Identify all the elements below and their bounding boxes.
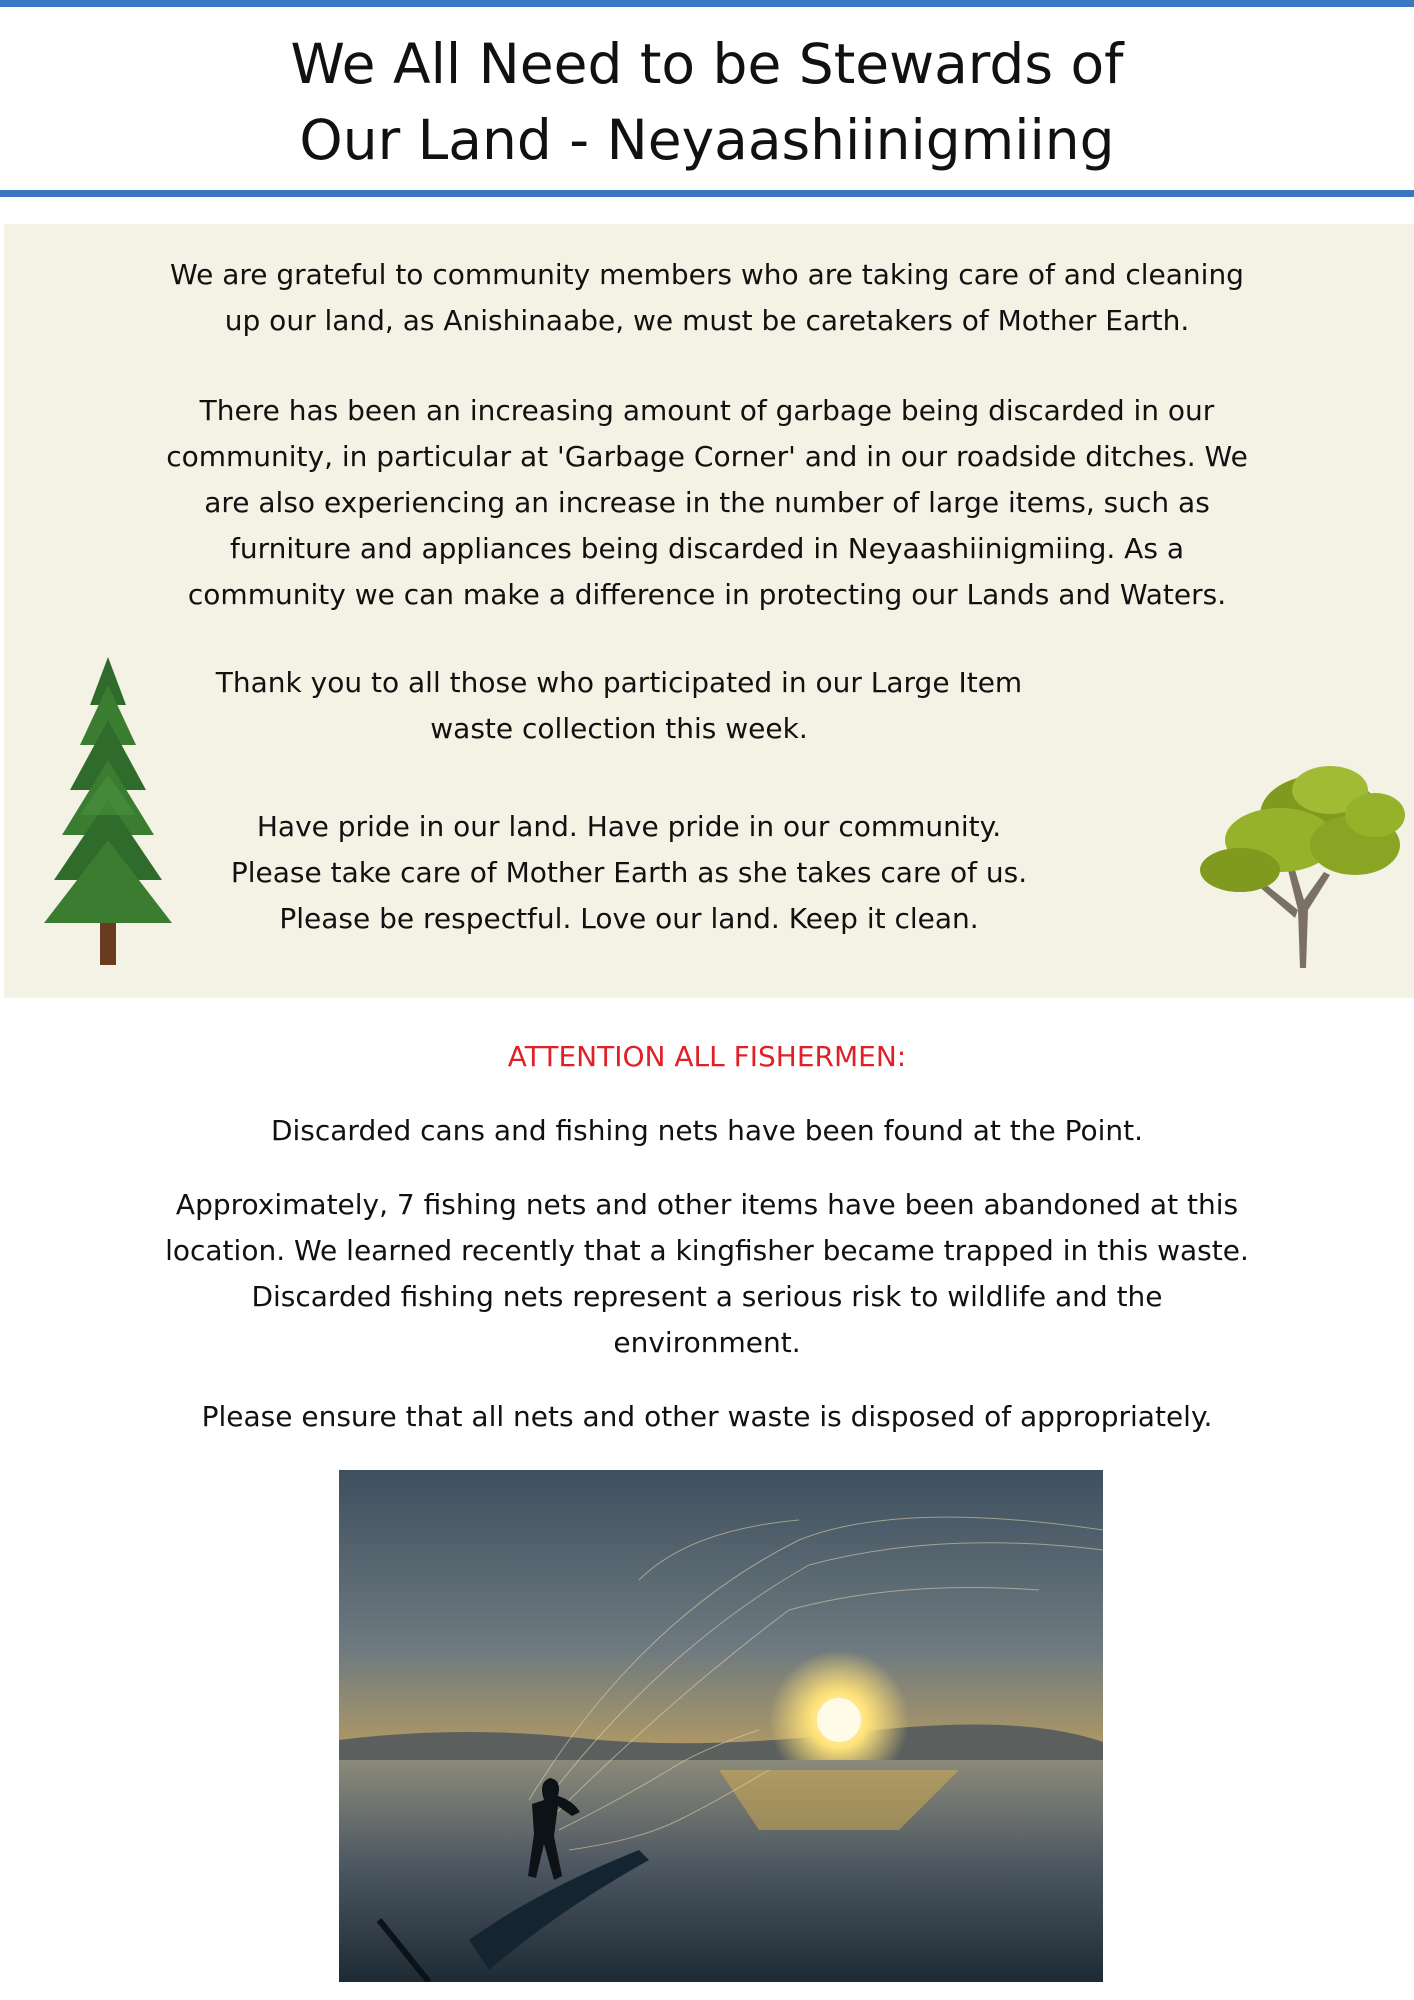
intro-paragraph: [0, 252, 1414, 344]
thanks-paragraph: [0, 660, 1326, 752]
details-line: environment.: [613, 1326, 801, 1359]
garbage-line: are also experiencing an increase in the number of large items, such as: [204, 486, 1210, 519]
details-line: location. We learned recently that a kingfisher became trapped in this waste.: [165, 1234, 1249, 1267]
garbage-line: There has been an increasing amount of garbage being discarded in our: [199, 394, 1215, 427]
details-line: Approximately, 7 fishing nets and other items have been abandoned at this: [175, 1188, 1239, 1221]
title-underline-rule: [0, 190, 1414, 197]
leafy-tree-icon: [1180, 760, 1410, 970]
title-line-2: Our Land - Neyaashiinigmiing: [299, 108, 1115, 172]
found-line: Discarded cans and fishing nets have been found at the Point.: [270, 1114, 1144, 1147]
intro-line: up our land, as Anishinaabe, we must be caretakers of Mother Earth.: [224, 304, 1190, 337]
details-line: Discarded fishing nets represent a serious risk to wildlife and the: [251, 1280, 1163, 1313]
garbage-line: community we can make a difference in protecting our Lands and Waters.: [187, 578, 1227, 611]
garbage-line: furniture and appliances being discarded in Neyaashiinigmiing. As a: [230, 532, 1184, 565]
page-title: [0, 26, 1414, 178]
pride-line: Please be respectful. Love our land. Keep it clean.: [279, 902, 979, 935]
garbage-paragraph: [0, 388, 1414, 618]
attention-heading: ATTENTION ALL FISHERMEN:: [507, 1040, 907, 1073]
garbage-line: community, in particular at 'Garbage Corner' and in our roadside ditches. We: [166, 440, 1248, 473]
request-line: Please ensure that all nets and other waste is disposed of appropriately.: [201, 1400, 1213, 1433]
fisherman-casting-net-photo: [339, 1470, 1103, 1982]
evergreen-tree-icon: [40, 655, 175, 967]
pride-line: Please take care of Mother Earth as she takes care of us.: [230, 856, 1028, 889]
pride-paragraph: [0, 804, 1336, 942]
pride-line: Have pride in our land. Have pride in our community.: [256, 810, 1002, 843]
title-line-1: We All Need to be Stewards of: [290, 32, 1124, 96]
thanks-line: waste collection this week.: [430, 712, 808, 745]
thanks-line: Thank you to all those who participated in our Large Item: [215, 666, 1023, 699]
top-blue-rule: [0, 0, 1414, 7]
intro-line: We are grateful to community members who are taking care of and cleaning: [170, 258, 1244, 291]
details-paragraph: [0, 1182, 1414, 1366]
